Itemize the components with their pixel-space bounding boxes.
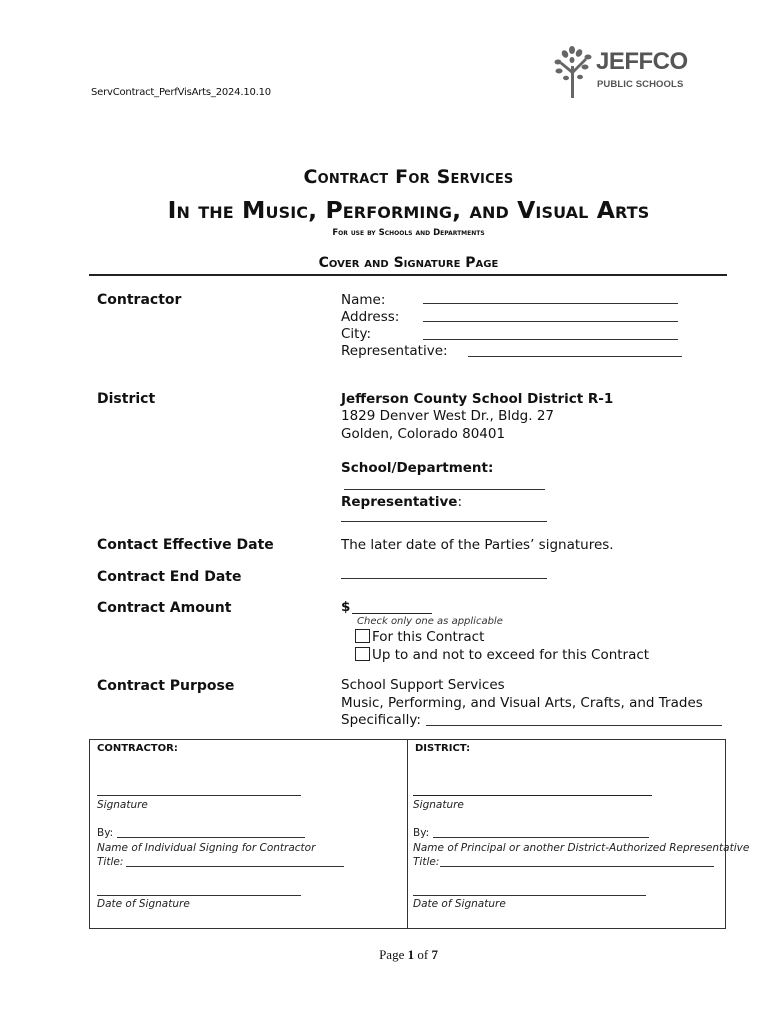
purpose-specifically-field[interactable]	[426, 724, 722, 726]
district-date-caption: Date of Signature	[413, 898, 506, 910]
contractor-by-label: By:	[97, 827, 114, 839]
district-name-note: Name of Principal or another District-Authorized Representative	[413, 842, 750, 854]
title-subtitle: For use by Schools and Departments	[332, 228, 485, 238]
contractor-signature-caption: Signature	[97, 799, 148, 811]
jeffco-logo	[552, 44, 688, 100]
district-signature-heading: DISTRICT:	[415, 743, 471, 754]
school-department-label: School/Department:	[341, 460, 494, 476]
effective-date-label: Contact Effective Date	[97, 537, 274, 553]
signature-table	[89, 739, 750, 929]
logo-subtitle: PUBLIC SCHOOLS	[597, 79, 684, 90]
purpose-line-1: School Support Services	[341, 677, 505, 693]
district-label: District	[97, 391, 156, 407]
contractor-by-field[interactable]	[117, 837, 305, 838]
amount-option-not-to-exceed[interactable]: Up to and not to exceed for this Contract	[355, 647, 649, 663]
header-rule	[89, 274, 727, 276]
district-date-line[interactable]	[413, 895, 646, 896]
district-title-field[interactable]	[440, 866, 714, 867]
school-department-field[interactable]	[344, 488, 545, 490]
contractor-signature-cell	[90, 740, 408, 929]
district-title-label: Title:	[413, 856, 440, 868]
contractor-address-field[interactable]	[423, 320, 678, 322]
district-address-2: Golden, Colorado 80401	[341, 426, 506, 442]
district-signature-cell	[408, 740, 750, 929]
end-date-field[interactable]	[341, 577, 547, 579]
contractor-label: Contractor	[97, 292, 182, 308]
tree-icon	[552, 44, 596, 100]
contract-amount-field[interactable]	[352, 612, 432, 614]
contractor-representative-label: Representative:	[341, 343, 448, 359]
contractor-title-field[interactable]	[126, 866, 344, 867]
district-representative-label: Representative:	[341, 494, 462, 510]
contractor-city-field[interactable]	[423, 338, 678, 340]
contractor-title-label: Title:	[97, 856, 124, 868]
purpose-specifically-label: Specifically:	[341, 712, 421, 728]
contractor-name-note: Name of Individual Signing for Contractor	[97, 842, 316, 854]
contract-amount-label: Contract Amount	[97, 600, 232, 616]
district-address-1: 1829 Denver West Dr., Bldg. 27	[341, 408, 555, 424]
district-signature-line[interactable]	[413, 795, 652, 796]
contractor-representative-field[interactable]	[468, 355, 682, 357]
amount-currency: $	[341, 599, 351, 615]
contractor-name-label: Name:	[341, 292, 386, 308]
logo-name: JEFFCO	[596, 48, 688, 75]
district-by-field[interactable]	[433, 837, 649, 838]
contractor-city-label: City:	[341, 326, 372, 342]
district-signature-caption: Signature	[413, 799, 464, 811]
contractor-name-field[interactable]	[423, 302, 678, 304]
amount-note: Check only one as applicable	[357, 616, 503, 627]
contract-purpose-label: Contract Purpose	[97, 678, 235, 694]
contractor-signature-heading: CONTRACTOR:	[97, 743, 178, 754]
district-by-label: By:	[413, 827, 430, 839]
contractor-date-caption: Date of Signature	[97, 898, 190, 910]
document-id: ServContract_PerfVisArts_2024.10.10	[91, 87, 271, 98]
effective-date-value: The later date of the Parties’ signatures.	[341, 537, 614, 553]
amount-option-this-contract[interactable]: For this Contract	[355, 629, 484, 645]
title-line-1: Contract For Services	[303, 166, 514, 188]
checkbox[interactable]	[355, 629, 370, 643]
title-line-2: In the Music, Performing, and Visual Arts	[167, 196, 650, 224]
contractor-signature-line[interactable]	[97, 795, 301, 796]
purpose-line-2: Music, Performing, and Visual Arts, Crafts, and Trades	[341, 695, 703, 711]
contractor-address-label: Address:	[341, 309, 400, 325]
district-name: Jefferson County School District R-1	[341, 391, 614, 407]
page-number: Page 1 of 7	[379, 947, 438, 962]
checkbox[interactable]	[355, 647, 370, 661]
district-representative-field[interactable]	[341, 520, 547, 522]
contractor-date-line[interactable]	[97, 895, 301, 896]
end-date-label: Contract End Date	[97, 569, 242, 585]
section-title: Cover and Signature Page	[318, 255, 499, 271]
